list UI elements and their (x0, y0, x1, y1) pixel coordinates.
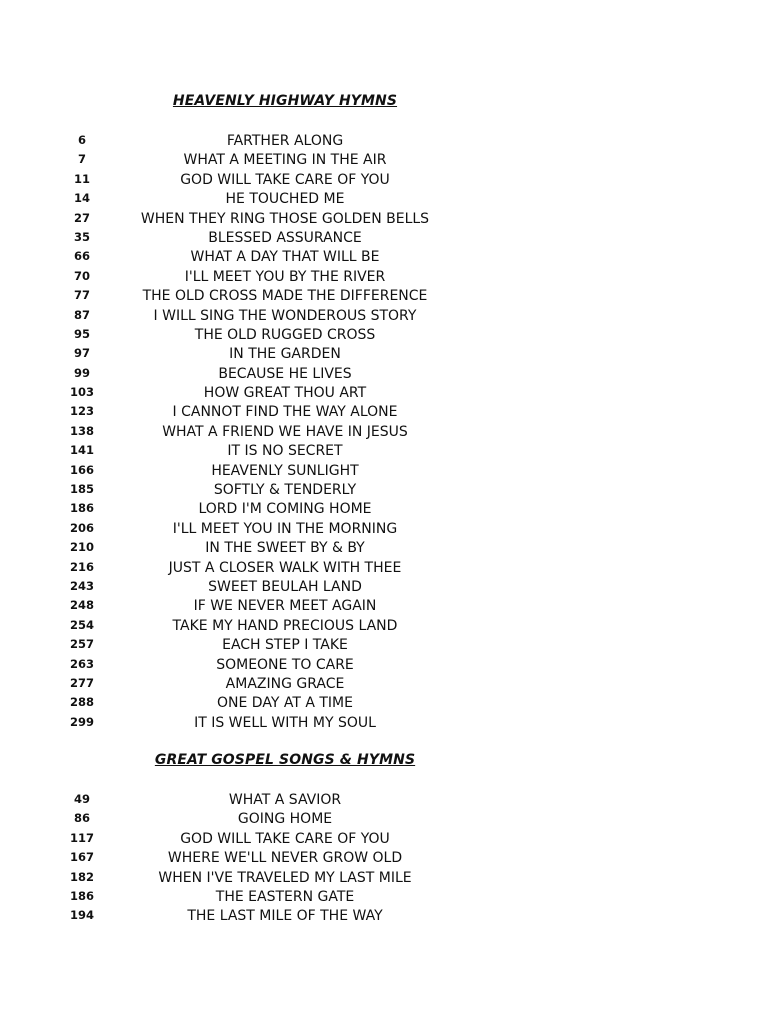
hymn-number: 70 (73, 268, 90, 283)
hymn-number: 49 (73, 792, 90, 806)
hymn-entry (0, 539, 570, 558)
hymn-number: 257 (69, 637, 94, 652)
hymn-entry (0, 345, 570, 364)
hymn-number: 14 (73, 191, 90, 206)
hymn-title: THE OLD RUGGED CROSS (194, 326, 376, 343)
hymn-title: SOMEONE TO CARE (216, 656, 354, 673)
hymn-number: 243 (69, 578, 94, 593)
hymn-entry (0, 423, 570, 442)
hymn-number: 186 (69, 888, 94, 903)
hymn-number: 7 (77, 152, 86, 167)
hymn-entry (0, 656, 570, 675)
hymn-number: 77 (73, 288, 90, 303)
hymn-entry (0, 268, 570, 287)
hymn-title: I'LL MEET YOU IN THE MORNING (172, 520, 398, 537)
hymn-title: THE OLD CROSS MADE THE DIFFERENCE (142, 288, 428, 305)
hymn-number: 66 (73, 249, 90, 264)
hymn-entry (0, 307, 570, 326)
hymn-title: I CANNOT FIND THE WAY ALONE (172, 404, 398, 421)
hymn-title: TAKE MY HAND PRECIOUS LAND (172, 617, 398, 634)
hymn-entry (0, 171, 570, 190)
hymn-number: 206 (69, 520, 94, 535)
hymn-number: 95 (73, 326, 90, 341)
hymn-list-heavenly-highway (0, 132, 570, 733)
hymn-entry (0, 869, 570, 888)
hymn-number: 138 (69, 423, 94, 438)
hymn-number: 141 (69, 443, 94, 458)
hymn-number: 27 (73, 210, 90, 225)
hymn-title: IF WE NEVER MEET AGAIN (193, 598, 377, 615)
hymn-entry (0, 597, 570, 616)
hymn-entry (0, 481, 570, 500)
hymn-entry (0, 907, 570, 926)
hymn-entry (0, 578, 570, 597)
hymn-entry (0, 190, 570, 209)
hymn-entry (0, 888, 570, 907)
section-title-heavenly-highway-hymns: HEAVENLY HIGHWAY HYMNS (172, 93, 398, 109)
hymn-title: WHAT A DAY THAT WILL BE (190, 249, 380, 266)
hymn-number: 194 (69, 908, 94, 923)
hymn-title: THE EASTERN GATE (215, 888, 355, 905)
hymn-entry (0, 210, 570, 229)
hymn-title: HOW GREAT THOU ART (203, 385, 367, 402)
hymn-entry (0, 636, 570, 655)
hymn-entry (0, 791, 570, 810)
hymn-entry (0, 810, 570, 829)
hymn-entry (0, 442, 570, 461)
hymn-title: GOD WILL TAKE CARE OF YOU (180, 830, 390, 847)
hymn-number: 97 (73, 346, 90, 361)
hymn-number: 167 (69, 850, 94, 865)
hymn-entry (0, 287, 570, 306)
hymn-title: BECAUSE HE LIVES (218, 365, 352, 382)
hymn-title: WHAT A MEETING IN THE AIR (183, 152, 387, 169)
hymn-entry (0, 675, 570, 694)
hymn-entry (0, 229, 570, 248)
hymn-number: 277 (69, 675, 94, 690)
hymn-number: 117 (69, 830, 94, 845)
hymn-title: I WILL SING THE WONDEROUS STORY (153, 307, 417, 324)
hymn-entry (0, 132, 570, 151)
hymn-number: 216 (69, 559, 94, 574)
hymn-title: GOING HOME (237, 811, 333, 828)
hymn-number: 182 (69, 869, 94, 884)
hymn-title: ONE DAY AT A TIME (217, 695, 353, 712)
hymn-entry (0, 617, 570, 636)
hymn-entry (0, 462, 570, 481)
hymn-title: BLESSED ASSURANCE (208, 229, 362, 246)
hymn-number: 166 (69, 462, 94, 477)
hymn-number: 263 (69, 656, 94, 671)
hymn-entry (0, 714, 570, 733)
hymn-entry (0, 500, 570, 519)
section-title-great-gospel-songs: GREAT GOSPEL SONGS & HYMNS (154, 752, 416, 768)
hymn-number: 186 (69, 501, 94, 516)
hymn-title: IN THE SWEET BY & BY (205, 540, 365, 557)
hymn-number: 6 (77, 133, 86, 147)
hymn-number: 288 (69, 695, 94, 710)
hymn-title: AMAZING GRACE (225, 675, 345, 692)
hymn-entry (0, 830, 570, 849)
hymn-number: 86 (73, 811, 90, 826)
hymn-number: 210 (69, 540, 94, 555)
hymn-title: WHEN I'VE TRAVELED MY LAST MILE (158, 869, 412, 886)
hymn-list-great-gospel (0, 791, 570, 927)
hymn-title: IT IS NO SECRET (227, 443, 343, 460)
hymn-title: WHEN THEY RING THOSE GOLDEN BELLS (140, 210, 430, 227)
hymn-entry (0, 248, 570, 267)
hymn-title: I'LL MEET YOU BY THE RIVER (184, 268, 386, 285)
hymn-title: WHERE WE'LL NEVER GROW OLD (167, 850, 403, 867)
hymn-title: GOD WILL TAKE CARE OF YOU (180, 171, 390, 188)
hymn-title: THE LAST MILE OF THE WAY (187, 908, 383, 925)
hymn-title: HE TOUCHED ME (225, 191, 345, 208)
hymn-entry (0, 849, 570, 868)
hymn-title: LORD I'M COMING HOME (198, 501, 372, 518)
hymn-entry (0, 559, 570, 578)
hymn-title: FARTHER ALONG (226, 133, 344, 149)
hymn-number: 87 (73, 307, 90, 322)
hymn-title: SWEET BEULAH LAND (208, 578, 362, 595)
hymn-entry (0, 520, 570, 539)
hymn-number: 11 (73, 171, 90, 186)
hymn-title: IN THE GARDEN (229, 346, 341, 363)
hymn-number: 299 (69, 714, 94, 729)
hymn-title: WHAT A SAVIOR (228, 792, 342, 808)
hymn-number: 254 (69, 617, 94, 632)
hymn-entry (0, 365, 570, 384)
hymn-number: 35 (73, 229, 90, 244)
hymn-number: 99 (73, 365, 90, 380)
hymn-number: 248 (69, 598, 94, 613)
hymn-title: IT IS WELL WITH MY SOUL (194, 714, 376, 731)
hymn-title: JUST A CLOSER WALK WITH THEE (168, 559, 402, 576)
hymn-number: 103 (69, 385, 94, 400)
hymn-entry (0, 326, 570, 345)
hymn-title: EACH STEP I TAKE (222, 637, 348, 654)
hymn-title: SOFTLY & TENDERLY (213, 482, 357, 499)
hymn-entry (0, 403, 570, 422)
hymn-number: 123 (69, 404, 94, 419)
hymn-entry (0, 694, 570, 713)
hymn-title: HEAVENLY SUNLIGHT (211, 462, 359, 479)
hymn-number: 185 (69, 482, 94, 497)
hymn-title: WHAT A FRIEND WE HAVE IN JESUS (162, 423, 408, 440)
hymn-entry (0, 384, 570, 403)
hymn-entry (0, 151, 570, 170)
